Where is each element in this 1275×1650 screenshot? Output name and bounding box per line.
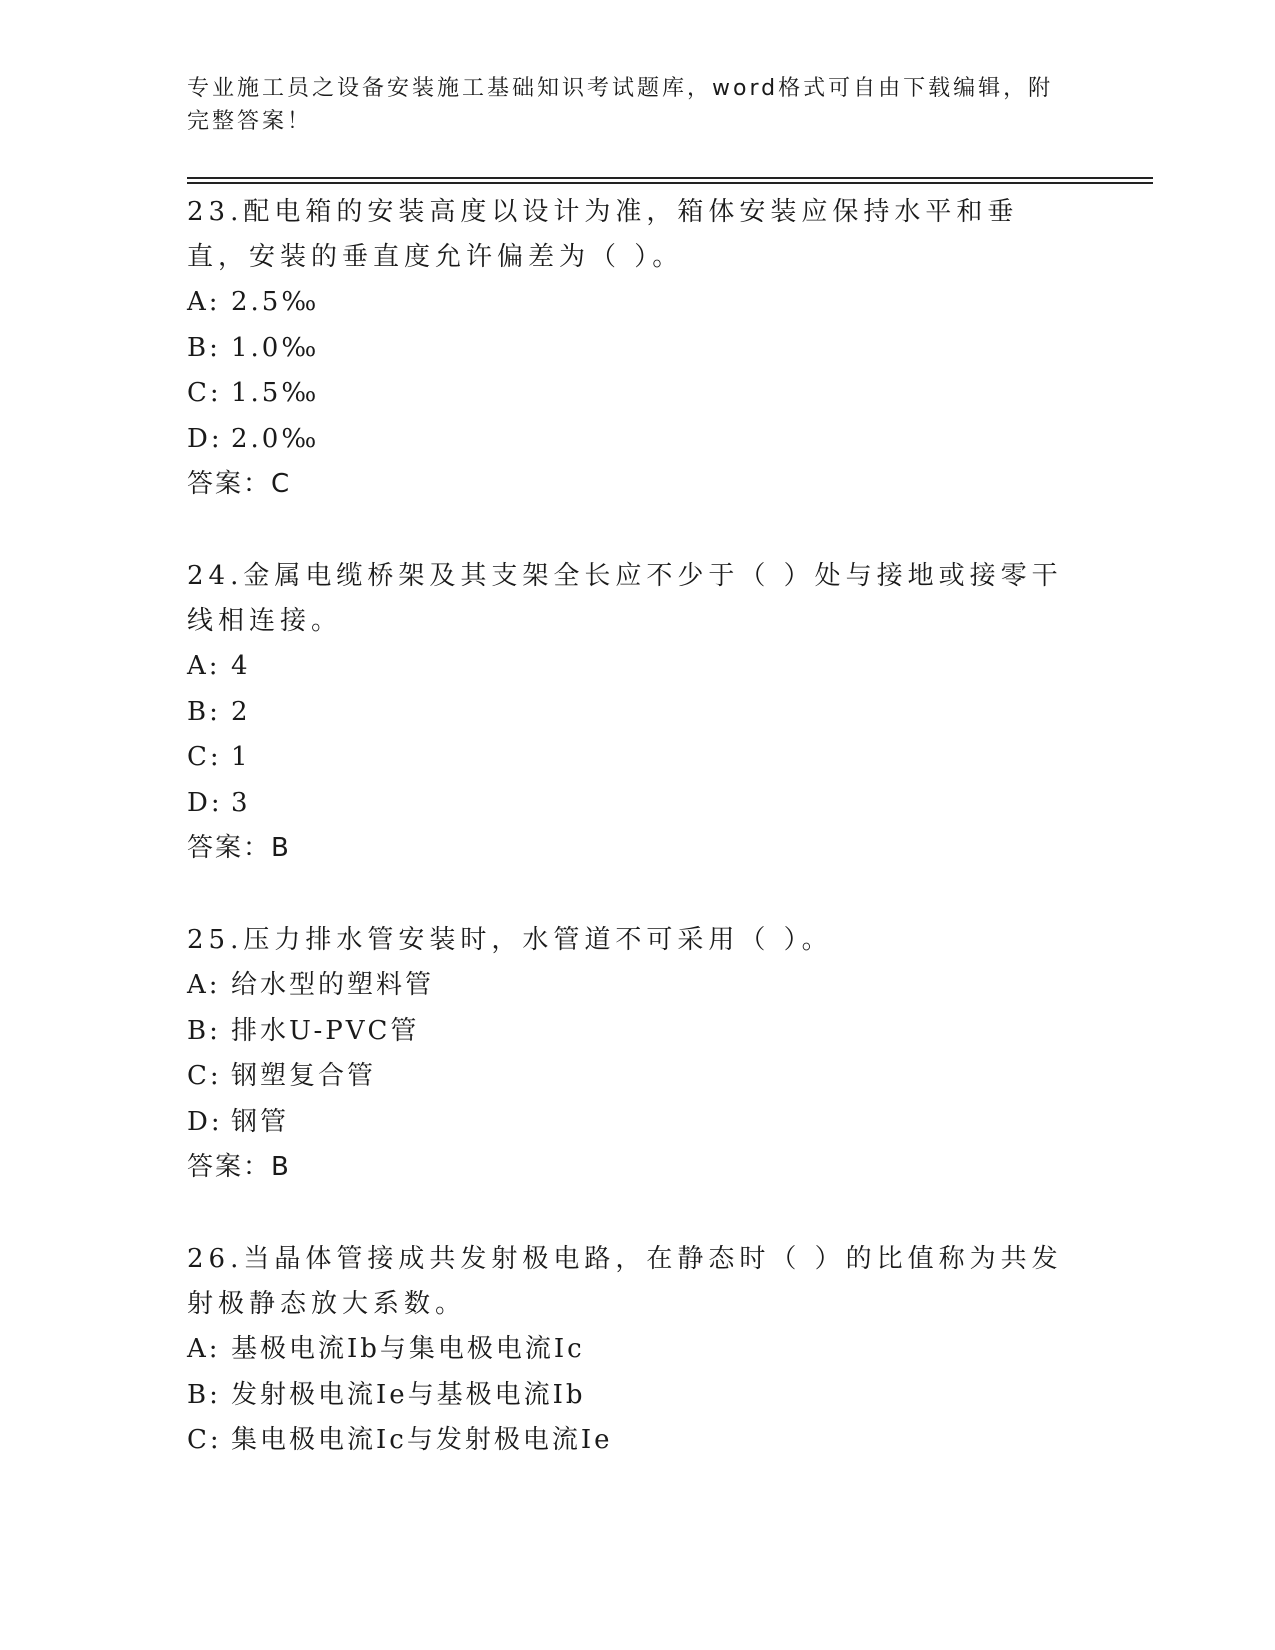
option-text: 集电极电流Ic与发射极电流Ie <box>231 1425 613 1455</box>
option-text: 1.5‰ <box>231 378 320 408</box>
answer-line: 答案：C <box>187 469 292 499</box>
option-text: 钢塑复合管 <box>231 1061 377 1091</box>
option-letter: C: <box>187 742 222 772</box>
option-text: 排水U-PVC管 <box>231 1015 420 1046</box>
option-a <box>187 644 1087 690</box>
option-letter: D: <box>187 787 223 818</box>
option-text: 2 <box>231 696 251 727</box>
option-text: 1 <box>231 742 251 772</box>
option-text: 给水型的塑料管 <box>231 970 435 1000</box>
option-a <box>187 1327 1087 1373</box>
option-d <box>187 1100 1087 1146</box>
option-letter: A: <box>187 1334 221 1364</box>
answer-line: 答案：B <box>187 1152 291 1182</box>
option-c <box>187 735 1087 781</box>
option-a <box>187 280 1087 326</box>
option-letter: B: <box>187 1015 221 1046</box>
option-letter: B: <box>187 696 221 727</box>
option-text: 4 <box>231 651 251 681</box>
option-text: 1.0‰ <box>231 332 320 363</box>
option-c <box>187 1418 1087 1464</box>
option-d <box>187 417 1087 463</box>
option-text: 基极电流Ib与集电极电流Ic <box>231 1334 585 1364</box>
option-letter: B: <box>187 332 221 363</box>
question-text: 23.配电箱的安装高度以设计为准，箱体安装应保持水平和垂直，安装的垂直度允许偏差为（ ）。 <box>187 197 1019 272</box>
question-text: 26.当晶体管接成共发射极电路，在静态时（ ）的比值称为共发射极静态放大系数。 <box>187 1244 1063 1319</box>
option-text: 3 <box>231 787 251 818</box>
question-item <box>187 1237 1087 1464</box>
option-c <box>187 371 1087 417</box>
option-text: 发射极电流Ie与基极电流Ib <box>231 1379 586 1410</box>
option-c <box>187 1054 1087 1100</box>
option-letter: C: <box>187 1425 222 1455</box>
option-b <box>187 1373 1087 1419</box>
header-divider-top <box>187 177 1153 179</box>
option-letter: A: <box>187 287 221 317</box>
question-text: 25.压力排水管安装时，水管道不可采用（ ）。 <box>187 925 833 955</box>
option-letter: D: <box>187 423 223 454</box>
option-b <box>187 326 1087 372</box>
question-item <box>187 554 1087 871</box>
question-item <box>187 190 1087 507</box>
option-letter: B: <box>187 1379 221 1410</box>
option-letter: D: <box>187 1106 223 1137</box>
question-list <box>187 190 1087 1464</box>
question-text: 24.金属电缆桥架及其支架全长应不少于（ ）处与接地或接零干线相连接。 <box>187 561 1063 636</box>
option-letter: C: <box>187 378 222 408</box>
option-letter: A: <box>187 651 221 681</box>
option-a <box>187 963 1087 1009</box>
question-item <box>187 918 1087 1190</box>
header-divider-bottom <box>187 182 1153 184</box>
document-header-title: 专业施工员之设备安装施工基础知识考试题库，word格式可自由下载编辑，附完整答案！ <box>187 76 1054 134</box>
option-d <box>187 781 1087 827</box>
option-b <box>187 690 1087 736</box>
option-text: 2.0‰ <box>231 423 320 454</box>
option-text: 2.5‰ <box>231 287 320 317</box>
option-letter: A: <box>187 970 221 1000</box>
option-text: 钢管 <box>231 1106 290 1137</box>
answer-line: 答案：B <box>187 833 291 863</box>
option-b <box>187 1009 1087 1055</box>
option-letter: C: <box>187 1061 222 1091</box>
